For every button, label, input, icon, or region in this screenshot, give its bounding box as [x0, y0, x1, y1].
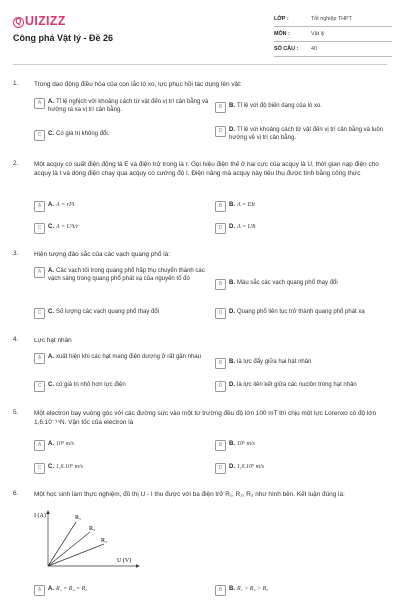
option-box: B [215, 102, 226, 113]
option-b[interactable]: B B. 10⁶ m/s [215, 440, 385, 451]
question-number: 3. [13, 250, 19, 257]
option-a[interactable]: A A. R₁ = R₂ = R₃ [34, 585, 214, 596]
question-number: 1. [13, 80, 19, 87]
option-box: D [215, 308, 226, 319]
option-d[interactable]: D D. Quang phổ liên tục trở thành quang phổ phát xạ [215, 308, 385, 319]
line-r3 [48, 544, 104, 566]
option-c[interactable]: C C. có giá trị nhỏ hơn lực điện [34, 381, 214, 392]
option-b[interactable]: B B. Màu sắc các vạch quang phổ thay đổi [215, 279, 385, 290]
option-b[interactable]: B B. là lực đẩy giữa hai hạt nhân [215, 358, 385, 369]
y-axis-arrow [46, 510, 50, 514]
question-number: 6. [13, 490, 19, 497]
option-box: B [215, 201, 226, 212]
option-box: C [34, 308, 45, 319]
option-box: C [34, 463, 45, 474]
option-box: B [215, 585, 226, 596]
question-number: 5. [13, 409, 19, 416]
option-box: D [215, 463, 226, 474]
line-r2 [48, 532, 90, 566]
option-box: C [34, 130, 45, 141]
header-divider [13, 64, 387, 65]
question-number: 2. [13, 160, 19, 167]
ui-graph [34, 508, 144, 570]
x-axis-arrow [136, 564, 140, 568]
x-axis-label: U (V) [117, 558, 132, 564]
option-box: B [215, 279, 226, 290]
option-box: C [34, 223, 45, 234]
option-box: B [215, 440, 226, 451]
option-c[interactable]: C C. 1,6.10⁶ m/s [34, 463, 214, 474]
option-c[interactable]: C C. Số lượng các vạch quang phổ thay đổi [34, 308, 214, 319]
question-number: 4. [13, 336, 19, 343]
info-row-class: LỚP : Tốt nghiệp THPT [274, 12, 392, 27]
document-title: Công phá Vật lý - Đề 26 [13, 33, 114, 43]
option-box: C [34, 381, 45, 392]
option-d[interactable]: D D. A = UIt [215, 223, 385, 234]
option-a[interactable]: A A. Các vạch tối trong quang phổ hấp thụ chuyển thành các vạch sáng trong quang phổ phát xạ của nguyên tố đó [34, 267, 214, 284]
option-d[interactable]: D D. là lực liên kết giữa các nuclôn trong hạt nhân [215, 381, 385, 392]
option-a[interactable]: A A. A = rI²t [34, 201, 214, 212]
info-table [274, 12, 392, 57]
question-text: Một học sinh làm thực nghiệm, đồ thị U - I thu được với ba điện trở R₁, R₂, R₃ như hình bên. Kết luận đúng là: [34, 491, 345, 498]
label-r3: R₃ [101, 538, 108, 544]
label-r1: R₁ [75, 515, 82, 521]
info-row-subject: MÔN : Vật lý [274, 27, 392, 42]
option-box: A [34, 440, 45, 451]
option-box: A [34, 98, 45, 109]
option-box: A [34, 267, 45, 278]
option-d[interactable]: D D. Tỉ lệ với khoảng cách từ vật đến vị trí cân bằng và luôn hướng về vị trí cân bằng. [215, 126, 385, 143]
info-row-count: SỐ CÂU : 40 [274, 42, 392, 57]
option-b[interactable]: B B. A = EIt [215, 201, 385, 212]
logo-q-icon: Q [13, 17, 24, 28]
option-b[interactable]: B B. Tỉ lệ với độ biến dạng của lò xo. [215, 102, 385, 113]
option-box: A [34, 201, 45, 212]
quizizz-logo: Q UIZIZZ [13, 14, 66, 28]
option-box: B [215, 358, 226, 369]
question-text: Một electron bay vuông góc với các đường sức vào một từ trường đều độ lớn 100 mT thì chịu một lực Lorenxo có độ lớn 1,6.10⁻¹⁴N. Vận tốc của electron là [34, 410, 377, 426]
question-text: Trong dao động điều hòa của con lắc lò xo, lực phục hồi tác dụng lên vật: [34, 81, 242, 88]
option-box: D [215, 126, 226, 137]
option-a[interactable]: A A. Tỉ lệ nghịch với khoảng cách từ vật đến vị trí cân bằng và hướng ra xa vị trí cân bằng. [34, 98, 214, 115]
y-axis-label: I (A) [34, 513, 46, 519]
option-box: A [34, 353, 45, 364]
option-box: A [34, 585, 45, 596]
line-r1 [48, 522, 76, 566]
option-d[interactable]: D D. 1,6.10⁹ m/s [215, 463, 385, 474]
label-r2: R₂ [89, 526, 96, 532]
option-box: D [215, 223, 226, 234]
option-a[interactable]: A A. xuất hiện khi các hạt mang điện dương ở rất gần nhau [34, 353, 214, 364]
option-c[interactable]: C C. Có giá trị không đổi. [34, 130, 214, 141]
question-text: Hiện tượng đảo sắc của các vạch quang phổ là: [34, 251, 171, 258]
option-box: D [215, 381, 226, 392]
option-c[interactable]: C C. A = U²t/r [34, 223, 214, 234]
question-text: Lực hạt nhân [34, 337, 72, 344]
option-a[interactable]: A A. 10⁹ m/s [34, 440, 214, 451]
option-b[interactable]: B B. R₁ > R₂ > R₃ [215, 585, 385, 596]
question-text: Một acquy có suất điện động là E và điện trở trong là r. Gọi hiệu điện thế ở hai cực của acquy là U, thời gian nạp điện cho acquy là t và dòng điện chạy qua acquy có cường độ I. Điện năng mà acquy này tiêu thụ được tính bằng công thức [34, 161, 379, 177]
